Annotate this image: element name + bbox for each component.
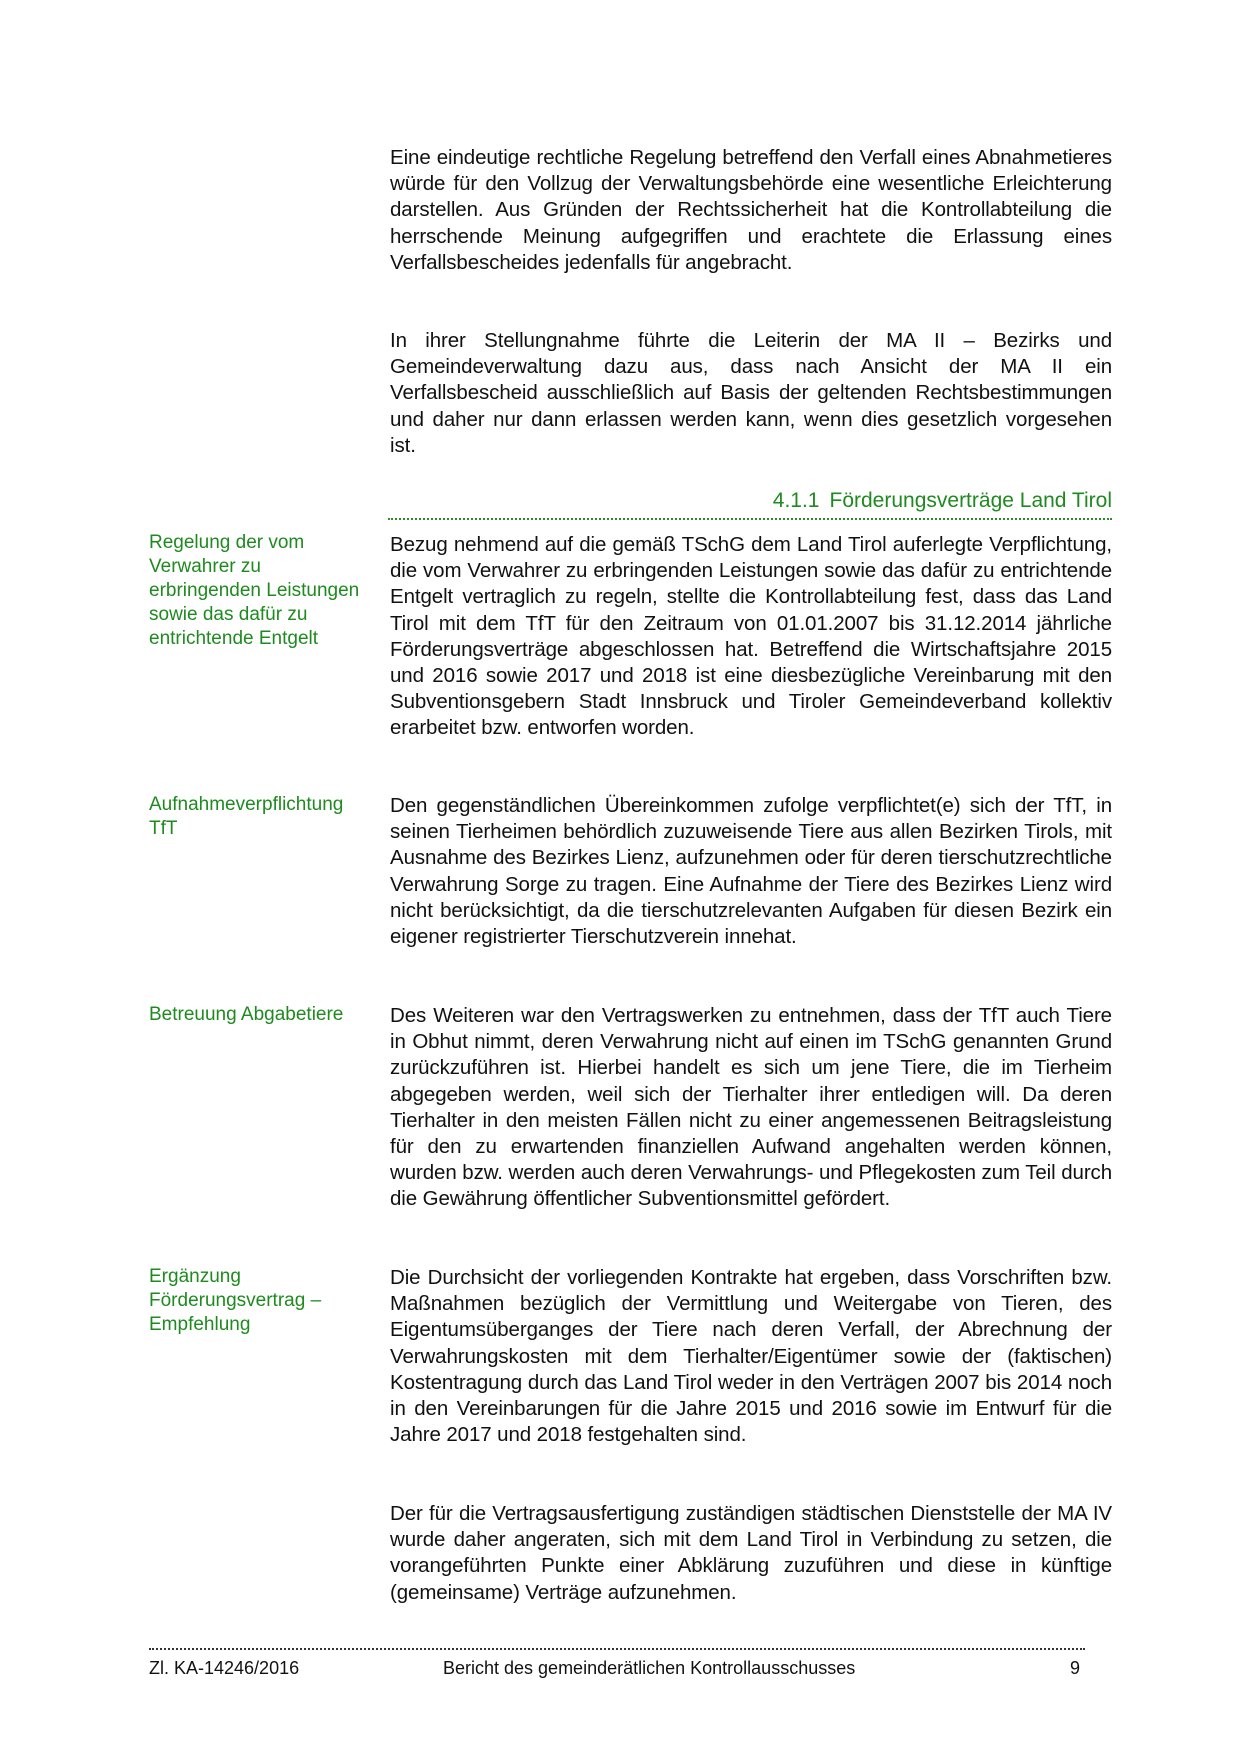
- footer-title: Bericht des gemeinderätlichen Kontrollausschusses: [443, 1658, 856, 1678]
- page-number: 9: [1070, 1658, 1081, 1678]
- margin-note-ergaenzung: Ergänzung Förderungsvertrag – Empfehlung: [149, 1266, 322, 1335]
- section-number: 4.1.1: [772, 489, 820, 512]
- paragraph-stellungnahme: In ihrer Stellungnahme führte die Leiterin der MA II – Bezirks und Gemeindeverwaltung dazu aus, dass nach Ansicht der MA II ein Verfallsbescheid ausschließlich auf Basis der geltenden Rechtsbestimmungen und daher nur dann erlassen werden kann, wenn dies gesetzlich vorgesehen ist.: [390, 329, 1112, 457]
- margin-note-aufnahmeverpflichtung: Aufnahmeverpflichtung TfT: [149, 794, 344, 839]
- paragraph-bezug-nehmend: Bezug nehmend auf die gemäß TSchG dem Land Tirol auferlegte Verpflichtung, die vom Verwahrer zu erbringenden Leistungen sowie das dafür zu entrichtende Entgelt vertraglich zu regeln, stellte die Kontrollabteilung fest, dass das Land Tirol mit dem TfT für den Zeitraum von 01.01.2007 bis 31.12.2014 jährliche Förderungsverträge abgeschlossen hat. Betreffend die Wirtschaftsjahre 2015 und 2016 sowie 2017 und 2018 ist eine diesbezügliche Vereinbarung mit den Subventionsgebern Stadt Innsbruck und Tiroler Gemeindeverband kollektiv erarbeitet bzw. entworfen worden.: [390, 533, 1112, 740]
- paragraph-verfall-regelung: Eine eindeutige rechtliche Regelung betreffend den Verfall eines Abnahmetieres würde für den Vollzug der Verwaltungsbehörde eine wesentliche Erleichterung darstellen. Aus Gründen der Rechtssicherheit hat die Kontrollabteilung die herrschende Meinung aufgegriffen und erachtete die Erlassung eines Verfallsbescheides jedenfalls für angebracht.: [390, 146, 1112, 274]
- margin-note-regelung: Regelung der vom Verwahrer zu erbringenden Leistungen sowie das dafür zu entrichtende Entgelt: [149, 532, 360, 649]
- section-heading: [390, 489, 1112, 513]
- paragraph-durchsicht: Die Durchsicht der vorliegenden Kontrakte hat ergeben, dass Vorschriften bzw. Maßnahmen bezüglich der Vermittlung und Weitergabe von Tieren, des Eigentumsüberganges der Tiere nach deren Verfall, der Abrechnung der Verwahrungskosten mit dem Tierhalter/Eigentümer sowie der (faktischen) Kostentragung durch das Land Tirol weder in den Verträgen 2007 bis 2014 noch in den Vereinbarungen für die Jahre 2015 und 2016 sowie im Entwurf für die Jahre 2017 und 2018 festgehalten sind.: [390, 1266, 1112, 1447]
- section-title: Förderungsverträge Land Tirol: [829, 489, 1112, 512]
- footer-divider: [149, 1648, 1085, 1650]
- section-divider: [388, 518, 1112, 520]
- footer-reference: Zl. KA-14246/2016: [149, 1658, 300, 1678]
- paragraph-empfehlung: Der für die Vertragsausfertigung zuständigen städtischen Dienststelle der MA IV wurde daher angeraten, sich mit dem Land Tirol in Verbindung zu setzen, die vorangeführten Punkte einer Abklärung zuzuführen und diese in künftige (gemeinsame) Verträge aufzunehmen.: [390, 1502, 1112, 1604]
- paragraph-uebereinkommen: Den gegenständlichen Übereinkommen zufolge verpflichtet(e) sich der TfT, in seinen Tierheimen behördlich zuzuweisende Tiere aus allen Bezirken Tirols, mit Ausnahme des Bezirkes Lienz, aufzunehmen oder für deren tierschutzrechtliche Verwahrung Sorge zu tragen. Eine Aufnahme der Tiere des Bezirkes Lienz wird nicht berücksichtigt, da die tierschutzrelevanten Aufgaben für diesen Bezirk ein eigener registrierter Tierschutzverein innehat.: [390, 794, 1112, 949]
- paragraph-vertragswerke: Des Weiteren war den Vertragswerken zu entnehmen, dass der TfT auch Tiere in Obhut nimmt, deren Verwahrung nicht auf einen im TSchG genannten Grund zurückzuführen ist. Hierbei handelt es sich um jene Tiere, die im Tierheim abgegeben werden, weil sich der Tierhalter ihrer entledigen will. Da deren Tierhalter in den meisten Fällen nicht zu einer angemessenen Beitragsleistung für den zu erwartenden finanziellen Aufwand angehalten werden können, wurden bzw. werden auch deren Verwahrungs- und Pflegekosten zum Teil durch die Gewährung öffentlicher Subventionsmittel gefördert.: [390, 1004, 1112, 1211]
- margin-note-betreuung: Betreuung Abgabetiere: [149, 1004, 344, 1025]
